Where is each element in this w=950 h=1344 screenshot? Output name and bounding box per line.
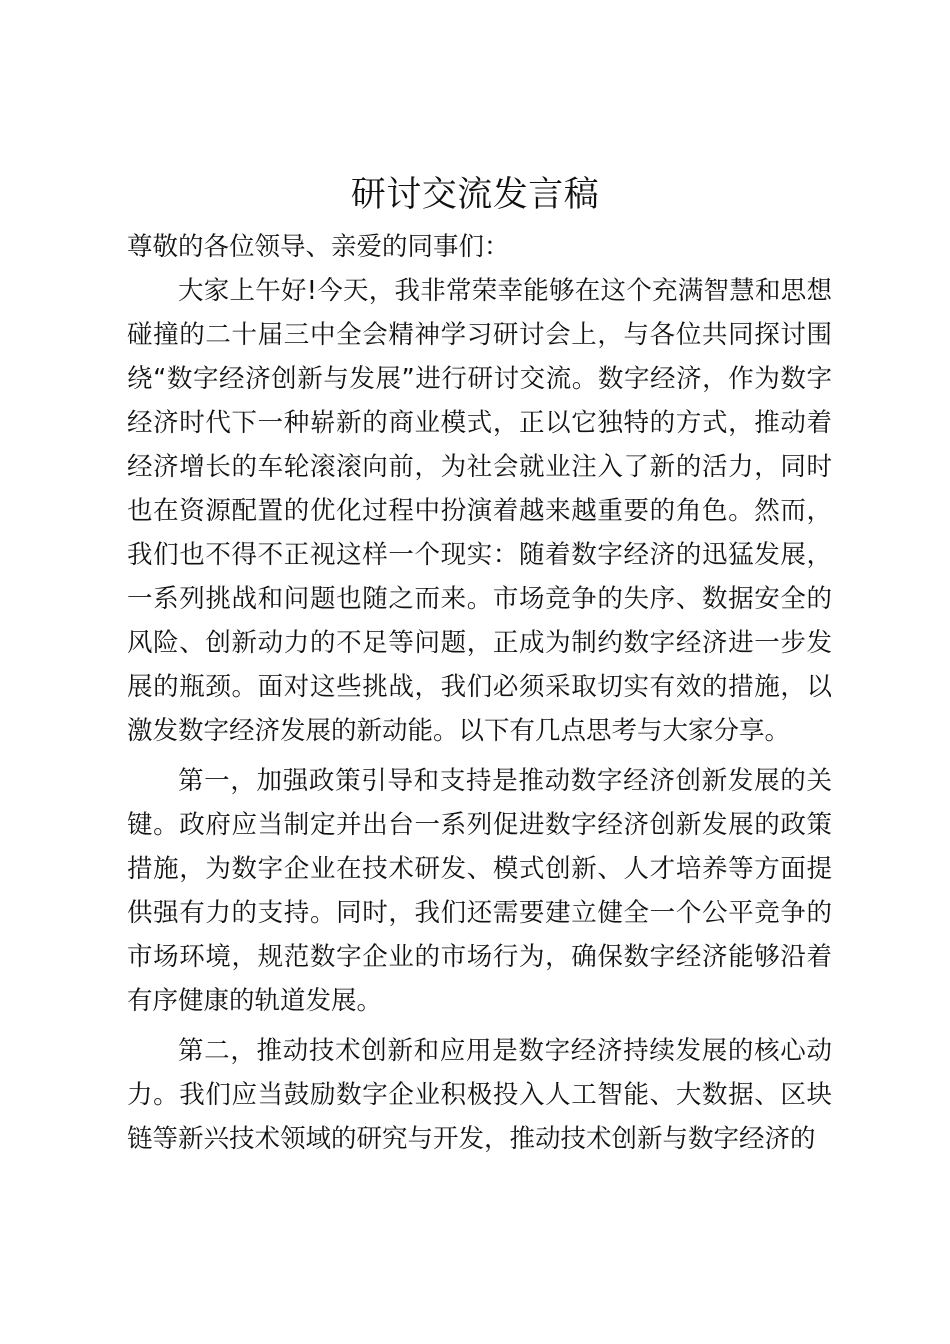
document-title: 研讨交流发言稿 <box>350 175 600 215</box>
paragraph-second-point: 第二，推动技术创新和应用是数字经济持续发展的核心动力。我们应当鼓励数字企业积极投入人工智能、大数据、区块链等新兴技术领域的研究与开发，推动技术创新与数字经济的 <box>127 1036 832 1154</box>
salutation: 尊敬的各位领导、亲爱的同事们： <box>127 232 510 262</box>
document-body <box>127 225 832 1161</box>
paragraph-opening: 大家上午好!今天，我非常荣幸能够在这个充满智慧和思想碰撞的二十届三中全会精神学习研讨会上，与各位共同探讨围绕“数字经济创新与发展”进行研讨交流。数字经济，作为数字经济时代下一种崭新的商业模式，正以它独特的方式，推动着经济增长的车轮滚滚向前，为社会就业注入了新的活力，同时也在资源配置的优化过程中扮演着越来越重要的角色。然而，我们也不得不正视这样一个现实：随着数字经济的迅猛发展，一系列挑战和问题也随之而来。市场竞争的失序、数据安全的风险、创新动力的不足等问题，正成为制约数字经济进一步发展的瓶颈。面对这些挑战，我们必须采取切实有效的措施，以激发数字经济发展的新动能。以下有几点思考与大家分享。 <box>127 276 832 746</box>
paragraph-first-point: 第一，加强政策引导和支持是推动数字经济创新发展的关键。政府应当制定并出台一系列促进数字经济创新发展的政策措施，为数字企业在技术研发、模式创新、人才培养等方面提供强有力的支持。同时，我们还需要建立健全一个公平竞争的市场环境，规范数字企业的市场行为，确保数字经济能够沿着有序健康的轨道发展。 <box>127 766 832 1016</box>
